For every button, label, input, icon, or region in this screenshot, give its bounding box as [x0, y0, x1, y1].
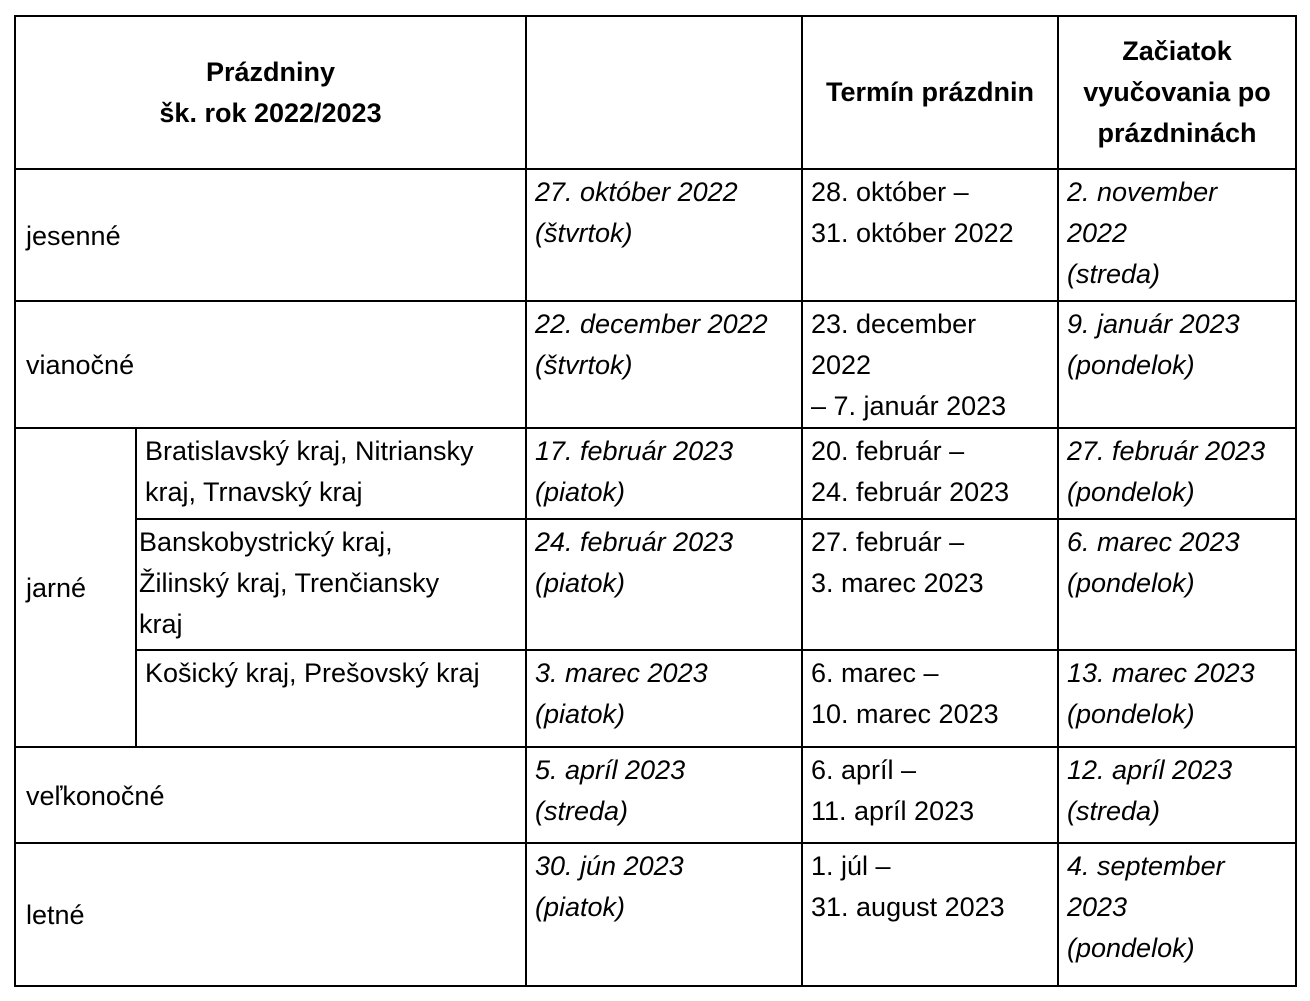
term-line3: – 7. január 2023: [811, 391, 1007, 421]
last-day-cell: [526, 843, 802, 986]
start-line1: 27. február 2023: [1067, 436, 1266, 466]
term-from: 28. október –: [811, 177, 969, 207]
term-from: 6. apríl –: [811, 755, 917, 785]
header-term-label: Termín prázdnin: [825, 77, 1034, 107]
term-cell: [802, 747, 1058, 843]
start-cell: [1058, 650, 1296, 747]
term-from: 6. marec –: [811, 658, 939, 688]
term-line2: 2022: [811, 350, 872, 380]
start-line1: 9. január 2023: [1067, 309, 1240, 339]
last-day-weekday: (streda): [535, 796, 629, 826]
last-day-cell: [526, 428, 802, 519]
holidays-table: [14, 15, 1297, 987]
header-term-cell: [802, 16, 1058, 169]
last-day-date: 30. jún 2023: [535, 851, 684, 881]
last-day-cell: [526, 169, 802, 301]
last-day-weekday: (piatok): [535, 892, 626, 922]
header-start-line1: Začiatok: [1122, 36, 1232, 66]
last-day-date: 5. apríl 2023: [535, 755, 686, 785]
header-title-line2: šk. rok 2022/2023: [159, 97, 382, 128]
start-line3: (pondelok): [1067, 933, 1195, 963]
holiday-name-velkonocne: veľkonočné: [15, 747, 526, 843]
last-day-date: 22. december 2022: [535, 309, 768, 339]
header-start-line3: prázdninách: [1097, 118, 1257, 148]
table-row: [15, 650, 1296, 747]
start-line2: (pondelok): [1067, 568, 1195, 598]
term-line1: 23. december: [811, 309, 977, 339]
header-title-cell: [15, 16, 526, 169]
last-day-date: 17. február 2023: [535, 436, 734, 466]
last-day-weekday: (štvrtok): [535, 218, 633, 248]
term-to: 31. august 2023: [811, 892, 1005, 922]
term-to: 3. marec 2023: [811, 568, 984, 598]
region-line2: kraj, Trnavský kraj: [145, 477, 363, 507]
term-cell: [802, 428, 1058, 519]
header-start-cell: [1058, 16, 1296, 169]
last-day-cell: [526, 301, 802, 428]
header-row: [15, 16, 1296, 169]
term-cell: [802, 650, 1058, 747]
term-cell: [802, 301, 1058, 428]
last-day-weekday: (piatok): [535, 699, 626, 729]
header-title-line1: Prázdniny: [205, 56, 336, 87]
term-from: 1. júl –: [811, 851, 891, 881]
start-line1: 13. marec 2023: [1067, 658, 1255, 688]
term-cell: [802, 843, 1058, 986]
region-line1: Bratislavský kraj, Nitriansky: [145, 436, 474, 466]
start-cell: [1058, 428, 1296, 519]
region-line1: Košický kraj, Prešovský kraj: [145, 658, 480, 688]
term-from: 27. február –: [811, 527, 965, 557]
table-row: [15, 428, 1296, 519]
header-empty-cell: [526, 16, 802, 169]
last-day-weekday: (štvrtok): [535, 350, 633, 380]
region-line1: Banskobystrický kraj,: [139, 527, 393, 557]
start-line1: 4. september: [1067, 851, 1225, 881]
start-cell: [1058, 301, 1296, 428]
term-to: 31. október 2022: [811, 218, 1014, 248]
start-line2: 2023: [1067, 892, 1128, 922]
holiday-name-vianocne: vianočné: [15, 301, 526, 428]
last-day-cell: [526, 519, 802, 650]
start-line1: 2. november: [1067, 177, 1218, 207]
last-day-cell: [526, 747, 802, 843]
start-cell: [1058, 747, 1296, 843]
last-day-cell: [526, 650, 802, 747]
term-cell: [802, 519, 1058, 650]
start-line1: 6. marec 2023: [1067, 527, 1240, 557]
start-line2: (pondelok): [1067, 699, 1195, 729]
term-from: 20. február –: [811, 436, 965, 466]
region-cell: [136, 650, 526, 747]
start-line2: (pondelok): [1067, 350, 1195, 380]
start-line1: 12. apríl 2023: [1067, 755, 1233, 785]
term-to: 24. február 2023: [811, 477, 1010, 507]
start-cell: [1058, 519, 1296, 650]
table-row: [15, 519, 1296, 650]
term-to: 11. apríl 2023: [811, 796, 975, 826]
region-line2: Žilinský kraj, Trenčiansky: [139, 568, 440, 598]
start-line2: (pondelok): [1067, 477, 1195, 507]
last-day-weekday: (piatok): [535, 477, 626, 507]
table-row: [15, 747, 1296, 843]
holiday-name-jarne: jarné: [15, 428, 136, 747]
header-start-line2: vyučovania po: [1083, 77, 1271, 107]
region-line3: kraj: [139, 609, 183, 639]
table-row: [15, 169, 1296, 301]
term-to: 10. marec 2023: [811, 699, 999, 729]
start-line2: 2022: [1067, 218, 1128, 248]
table-row: [15, 301, 1296, 428]
table-row: [15, 843, 1296, 986]
last-day-date: 3. marec 2023: [535, 658, 708, 688]
last-day-date: 27. október 2022: [535, 177, 738, 207]
holiday-name-jesenne: jesenné: [15, 169, 526, 301]
last-day-weekday: (piatok): [535, 568, 626, 598]
term-cell: [802, 169, 1058, 301]
last-day-date: 24. február 2023: [535, 527, 734, 557]
start-line2: (streda): [1067, 796, 1161, 826]
start-cell: [1058, 843, 1296, 986]
holiday-name-letne: letné: [15, 843, 526, 986]
start-line3: (streda): [1067, 259, 1161, 289]
region-cell: [136, 428, 526, 519]
region-cell: [136, 519, 526, 650]
start-cell: [1058, 169, 1296, 301]
